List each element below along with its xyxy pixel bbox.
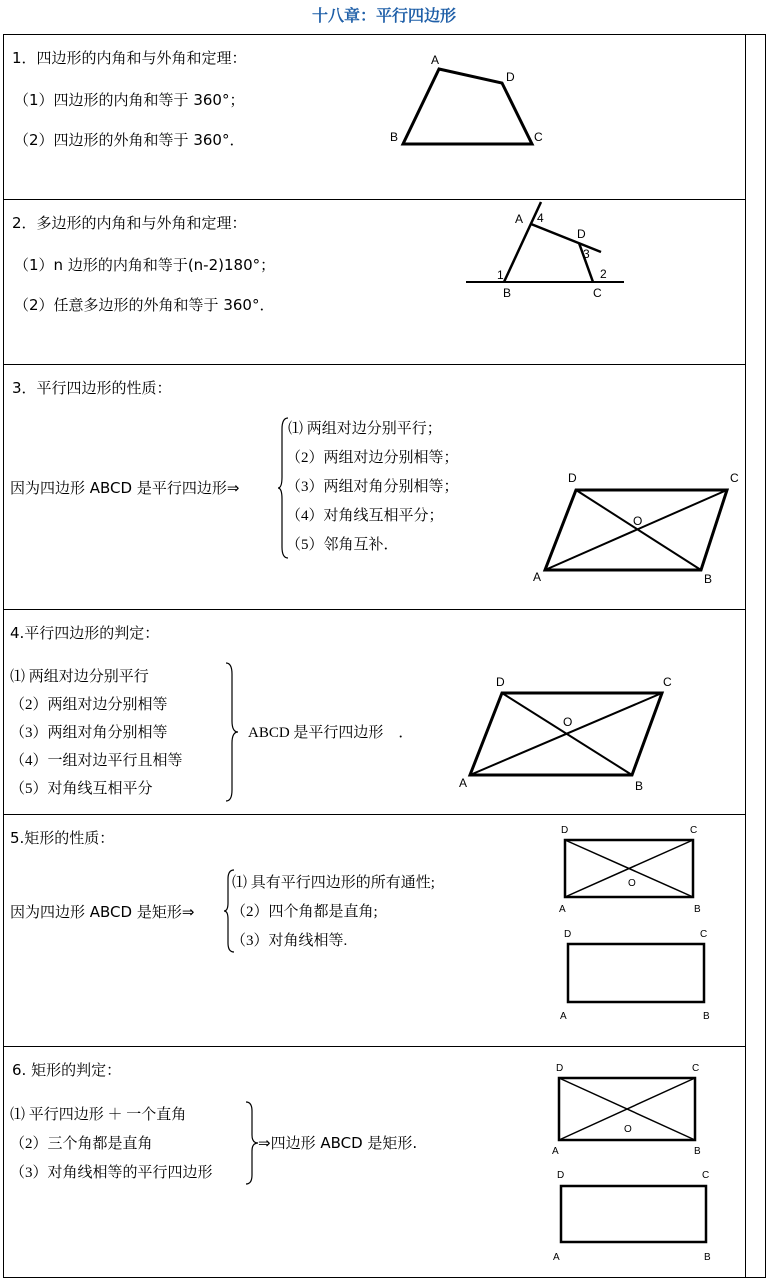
- section-6-item-1: ⑴ 平行四边形 ＋ 一个直角: [10, 1107, 187, 1123]
- section-3-item-3: （3）两组对角分别相等；: [286, 479, 459, 495]
- figure-label: A: [533, 570, 542, 584]
- figure-label: A: [560, 1011, 567, 1022]
- figure-label: D: [564, 929, 572, 940]
- section-3-item-4: （4）对角线互相平分；: [286, 508, 444, 524]
- section-2-line-1: （1）n 边形的内角和等于(n-2)180°；: [14, 256, 276, 274]
- figure-label: C: [593, 286, 602, 300]
- figure-label: C: [692, 1063, 700, 1074]
- figure-label: A: [515, 212, 524, 226]
- figure-label: C: [663, 675, 672, 689]
- section-5: [4, 815, 745, 1047]
- section-6-item-2: （2）三个角都是直角: [10, 1136, 153, 1152]
- figure-label: B: [703, 1011, 710, 1022]
- section-4-heading: 4.平行四边形的判定：: [10, 624, 160, 642]
- section-4-item-3: （3）两组对角分别相等: [10, 725, 168, 741]
- figure-label: D: [506, 70, 515, 84]
- rectangle-diagonals-figure-5: [549, 820, 719, 915]
- figure-label: C: [700, 929, 708, 940]
- figure-label: O: [628, 878, 636, 889]
- section-3-heading: 3．平行四边形的性质：: [12, 379, 172, 397]
- figure-label: C: [690, 825, 698, 836]
- section-4-item-1: ⑴ 两组对边分别平行: [10, 669, 149, 685]
- figure-label: D: [557, 1170, 565, 1181]
- figure-label: B: [704, 572, 713, 586]
- figure-label: D: [577, 227, 586, 241]
- section-2: [4, 200, 745, 365]
- rectangle-diagonals-figure-6: [544, 1057, 719, 1162]
- polygon-exterior-angle-figure: [464, 200, 644, 330]
- figure-label: B: [503, 286, 512, 300]
- figure-label: O: [633, 514, 643, 528]
- right-brace: [246, 1101, 258, 1185]
- section-1-line-2: （2）四边形的外角和等于 360°．: [14, 131, 245, 149]
- figure-label: A: [431, 53, 440, 67]
- section-1: [4, 35, 745, 200]
- right-brace: [226, 662, 240, 802]
- section-6: [4, 1047, 745, 1279]
- page-title: 十八章：平行四边形: [311, 6, 456, 25]
- figure-label: B: [694, 904, 701, 915]
- figure-label: A: [559, 904, 566, 915]
- figure-label: D: [556, 1063, 564, 1074]
- section-5-item-3: （3）对角线相等.: [231, 933, 348, 949]
- figure-label: B: [704, 1252, 711, 1263]
- section-2-heading: 2．多边形的内角和与外角和定理：: [12, 214, 247, 232]
- figure-label: D: [561, 825, 569, 836]
- section-3-item-2: （2）两组对边分别相等；: [286, 450, 459, 466]
- section-6-item-3: （3）对角线相等的平行四边形: [10, 1165, 213, 1181]
- section-3: [4, 365, 745, 610]
- rectangle-figure-6: [544, 1165, 719, 1277]
- section-3-item-1: ⑴ 两组对边分别平行；: [288, 421, 442, 437]
- side-ad-extended: [531, 224, 601, 252]
- notes-table: [3, 34, 766, 1278]
- figure-label: C: [730, 471, 739, 485]
- section-3-premise: 因为四边形 ABCD 是平行四边形⇒: [10, 479, 240, 497]
- figure-label: B: [694, 1146, 701, 1157]
- section-2-line-2: （2）任意多边形的外角和等于 360°．: [14, 296, 275, 314]
- section-4: [4, 610, 745, 815]
- section-5-heading: 5.矩形的性质：: [10, 829, 115, 847]
- figure-label: 3: [583, 247, 590, 261]
- section-4-item-4: （4）一组对边平行且相等: [10, 753, 183, 769]
- figure-label: B: [635, 779, 644, 793]
- section-4-item-2: （2）两组对边分别相等: [10, 697, 168, 713]
- figure-label: D: [496, 675, 505, 689]
- section-6-conclusion: ⇒四边形 ABCD 是矩形.: [258, 1134, 418, 1152]
- figure-label: A: [552, 1146, 559, 1157]
- section-5-item-2: （2）四个角都是直角;: [231, 904, 378, 920]
- section-1-heading: 1．四边形的内角和与外角和定理：: [12, 49, 247, 67]
- parallelogram-figure-3: [529, 465, 749, 595]
- section-5-item-1: ⑴ 具有平行四边形的所有通性;: [232, 875, 435, 891]
- parallelogram-figure-4: [454, 650, 684, 810]
- figure-label: A: [553, 1252, 560, 1263]
- section-1-line-1: （1）四边形的内角和等于 360°；: [14, 91, 245, 109]
- section-6-heading: 6. 矩形的判定：: [12, 1061, 122, 1079]
- figure-label: O: [563, 715, 573, 729]
- rectangle-figure-5: [549, 925, 719, 1040]
- figure-label: 1: [497, 268, 504, 282]
- section-3-item-5: （5）邻角互补．: [286, 537, 399, 553]
- quadrilateral-figure: [384, 50, 564, 150]
- figure-label: D: [568, 471, 577, 485]
- section-4-conclusion: ABCD 是平行四边形 ．: [248, 725, 414, 741]
- figure-label: C: [534, 130, 543, 144]
- figure-label: O: [624, 1124, 632, 1135]
- figure-label: 2: [600, 267, 607, 281]
- figure-label: 4: [537, 211, 544, 225]
- figure-label: C: [702, 1170, 710, 1181]
- section-5-premise: 因为四边形 ABCD 是矩形⇒: [10, 903, 195, 921]
- section-4-item-5: （5）对角线互相平分: [10, 781, 153, 797]
- table-right-column-divider: [745, 35, 746, 1277]
- figure-label: A: [459, 776, 468, 790]
- figure-label: B: [390, 130, 399, 144]
